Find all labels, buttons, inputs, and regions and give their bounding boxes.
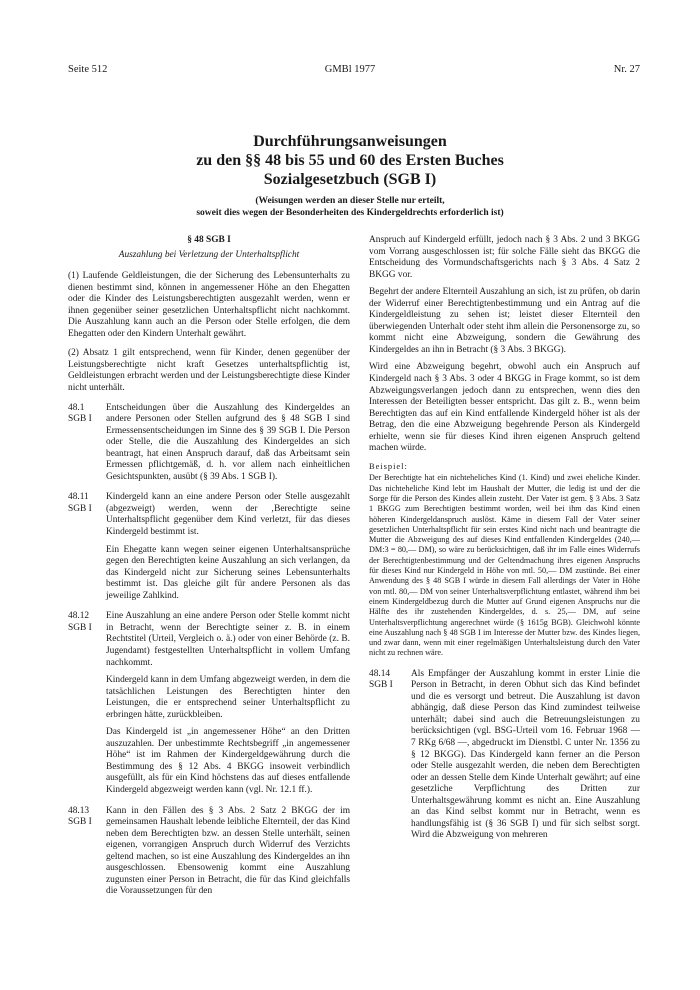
example-text: Der Berechtigte hat ein nichteheliches Kind (1. Kind) und zwei eheliche Kinder. Das nichteheliche Kind lebt im Haushalt der Mutter, die ledig ist und der die Sorge für die Person des Kindes allein zusteht. Der Vater ist gem. § 3 Abs. 3 Satz 1 BKGG zum Berechtigten bestimmt worden, weil bei ihm das Kind einen höheren Kindergeldanspruch auslöst. Käme in diesem Fall der Vater seiner gesetzlichen Unterhaltspflicht für sein erstes Kind nicht nach und beantragte die Mutter die Abzweigung des auf dieses Kind entfallenden Kindergeldes (240,— DM:3 = 80,— DM), so wäre zu berücksichtigen, daß ihr im Falle eines Widerrufs der Berechtigtenbestimmung und der Geltendmachung ihres eigenen Anspruchs für dieses Kind nur Kindergeld in Höhe von mtl. 50,— DM zustünde. Bei einer Anwendung des § 48 SGB I würde in diesem Fall allerdings der Vater in Höhe von mtl. 80,— DM von seiner Unterhaltsverpflichtung entlastet, während ihm bei einem Kindergeldbezug durch die Mutter auf Grund eigenen Anspruchs nur die Hälfte des ihr zustehenden Kindergeldes, d. s. 25,— DM, auf seine Unterhaltsverpflichtung angerechnet würde (§ 1615g BGB). Gleichwohl könnte eine Auszahlung nach § 48 SGB I im Interesse der Mutter bzw. des Kindes liegen, und zwar dann, wenn mit einer regelmäßigen Unterhaltsleistung durch den Vater nicht zu rechnen wäre.: [369, 473, 640, 658]
entry-48-11: [68, 492, 350, 602]
journal-name: GMBl 1977: [324, 64, 376, 75]
entry-number: 48.11 SGB I: [68, 492, 92, 514]
page-number: Seite 512: [68, 64, 108, 75]
law-paragraph-2: (2) Absatz 1 gilt entsprechend, wenn für Kinder, denen gegenüber der Leistungsberechtigte nicht kraft Gesetzes unterhaltspflichtig ist, Geldleistungen erbracht werden und der Leistungsberechtigte diese Kinder nicht unterhält.: [68, 348, 350, 394]
entry-text: Das Kindergeld ist „in angemessener Höhe“ an den Dritten auszuzahlen. Der unbestimmte Rechtsbegriff „in angemessener Höhe“ ist im Rahmen der Kindergeldgewährung durch die Bestimmung des § 12 Abs. 4 BKGG insoweit verbindlich ausgefüllt, als für ein Kind höchstens das auf dieses entfallende Kindergeld abgezweigt werden kann (vgl. Nr. 12.1 ff.).: [106, 727, 350, 795]
title-line-2: zu den §§ 48 bis 55 und 60 des Ersten Buches: [196, 152, 504, 169]
entry-number: 48.14 SGB I: [369, 668, 393, 691]
left-column: [68, 235, 350, 907]
entry-text: Entscheidungen über die Auszahlung des Kindergeldes an andere Personen oder Stellen aufgrund des § 48 SGB I sind Ermessensentscheidungen im Sinne des § 39 SGB I. Die Person oder Stelle, die die Auszahlung des Kindergeldes an sich beantragt, hat einen Anspruch darauf, daß das Arbeitsamt sein Ermessen pflichtgemäß, d. h. vor allem nach einheitlichen Gesichtspunkten, ausübt (§ 39 Abs. 1 SGB I).: [106, 402, 350, 482]
entry-48-13: [68, 806, 350, 898]
entry-number: 48.12 SGB I: [68, 611, 92, 633]
paragraph: Anspruch auf Kindergeld erfüllt, jedoch nach § 3 Abs. 2 und 3 BKGG vom Vorrang ausgeschlossen ist; für solche Fälle sieht das BKGG die Entscheidung des Vormundschaftsgerichts nach § 3 Abs. 4 Satz 2 BKGG vor.: [369, 235, 640, 280]
paragraph: Begehrt der andere Elternteil Auszahlung an sich, ist zu prüfen, ob darin der Widerruf einer Berechtigtenbestimmung und ein Antrag auf die Kindergeldleistung zu sehen ist; leistet dieser Elternteil den überwiegenden Unterhalt oder steht ihm allein die Personensorge zu, so kommt nicht eine Abzweigung, sondern die Gewährung des Kindergeldes an ihn in Betracht (§ 3 Abs. 3 BKGG).: [369, 287, 641, 355]
title-line-3: Sozialgesetzbuch (SGB I): [263, 171, 437, 188]
entry-48-12: [68, 611, 350, 796]
law-paragraph-1: (1) Laufende Geldleistungen, die der Sicherung des Lebensunterhalts zu dienen bestimmt sind, können in angemessener Höhe an den Ehegatten oder die Kinder des Leistungsberechtigten ausgezahlt werden, wenn er ihnen gegenüber seiner gesetzlichen Unterhaltspflicht nicht nachkommt. Die Auszahlung kann auch an die Person oder Stelle erfolgen, die dem Ehegatten oder den Kindern Unterhalt gewährt.: [68, 271, 350, 339]
example-label: Beispiel:: [369, 461, 408, 471]
entry-text: Kindergeld kann an eine andere Person oder Stelle ausgezahlt (abgezweigt) werden, wenn der ‚Berechtigte seine Unterhaltspflicht gegenüber dem Kind verletzt, für das dieses Kindergeld bestimmt ist.: [106, 492, 350, 538]
title-line-1: Durchführungsanweisungen: [253, 133, 447, 150]
entry-text: Als Empfänger der Auszahlung kommt in erster Linie die Person in Betracht, in deren Obhut sich das Kind befindet und die es versorgt und betreut. Die Auszahlung ist davon abhängig, daß diese Person das Kind zumindest teilweise unterhält; dabei sind auch die Betreuungsleistungen zu berücksichtigen (vgl. BSG-Urteil vom 16. Februar 1968 — 7 RKg 6/68 —, abgedruckt im Dienstbl. C unter Nr. 1356 zu § 12 BKGG). Das Kindergeld kann ferner an die Person oder Stelle ausgezahlt werden, die neben dem Berechtigten oder an dessen Stelle dem Kinde Unterhalt gewährt; auf eine gesetzliche Verpflichtung des Dritten zur Unterhaltsgewährung kommt es nicht an. Eine Auszahlung an das Kind selbst kommt nur in Betracht, wenn es handlungsfähig ist (§ 36 SGB I) und für sich selbst sorgt. Wird die Abzweigung von mehreren: [411, 668, 640, 841]
title-note-2: soweit dies wegen der Besonderheiten des Kindergeldrechts erforderlich ist): [196, 208, 504, 218]
entry-48-1: [68, 403, 350, 484]
entry-text: Ein Ehegatte kann wegen seiner eigenen Unterhaltsansprüche gegen den Berechtigten keine Auszahlung an sich verlangen, da das Kindergeld nicht zur Sicherung seines Lebensunterhalts bestimmt ist. Das gleiche gilt für andere Personen als das jeweilige Zahlkind.: [106, 544, 350, 601]
entry-48-14: [369, 669, 640, 842]
entry-text: Kann in den Fällen des § 3 Abs. 2 Satz 2 BKGG der im gemeinsamen Haushalt lebende leibliche Elternteil, der das Kind neben dem Berechtigten bzw. an dessen Stelle unterhält, seinen eigenen, vorrangigen Anspruch durch Widerruf des Verzichts geltend machen, so ist eine Auszahlung des Kindergeldes an ihn ausgeschlossen. Ebensowenig kommt eine Auszahlung zugunsten einer Person in Betracht, die für das Kind gleichfalls die Voraussetzungen für den: [106, 805, 350, 897]
entry-text: Eine Auszahlung an eine andere Person oder Stelle kommt nicht in Betracht, wenn der Berechtigte seiner z. B. in einem Rechtstitel (Urteil, Vergleich o. ä.) oder von einer Behörde (z. B. Jugendamt) festgestellten Unterhaltspflicht in vollem Umfang nachkommt.: [106, 611, 350, 668]
entry-number: 48.1 SGB I: [68, 402, 92, 425]
section-subheading: Auszahlung bei Verletzung der Unterhaltspflicht: [118, 249, 300, 260]
right-column: [369, 235, 640, 842]
paragraph: Wird eine Abzweigung begehrt, obwohl auch ein Anspruch auf Kindergeld nach § 3 Abs. 3 oder 4 BKGG in Frage kommt, so ist dem Abzweigungsverlangen jedoch dann zu entsprechen, wenn dies den Interessen der Beteiligten besser entspricht. Das gilt z. B., wenn beim Berechtigten das auf ein Kind entfallende Kindergeld höher ist als der Betrag, den die eine Abzweigung begehrende Person als Kindergeld erhielte, wenn sie für dieses Kind ihren eigenen Anspruch geltend machen würde.: [369, 362, 640, 454]
title-note-1: (Weisungen werden an dieser Stelle nur erteilt,: [255, 196, 445, 206]
entry-number: 48.13 SGB I: [68, 805, 92, 828]
issue-number: Nr. 27: [613, 64, 640, 75]
section-heading: § 48 SGB I: [187, 235, 231, 245]
entry-text: Kindergeld kann in dem Umfang abgezweigt werden, in dem die tatsächlichen Leistungen des Berechtigten hinter den Leistungen, die er entsprechend seiner Unterhaltspflicht zu erbringen hätte, zurückbleiben.: [106, 675, 350, 720]
